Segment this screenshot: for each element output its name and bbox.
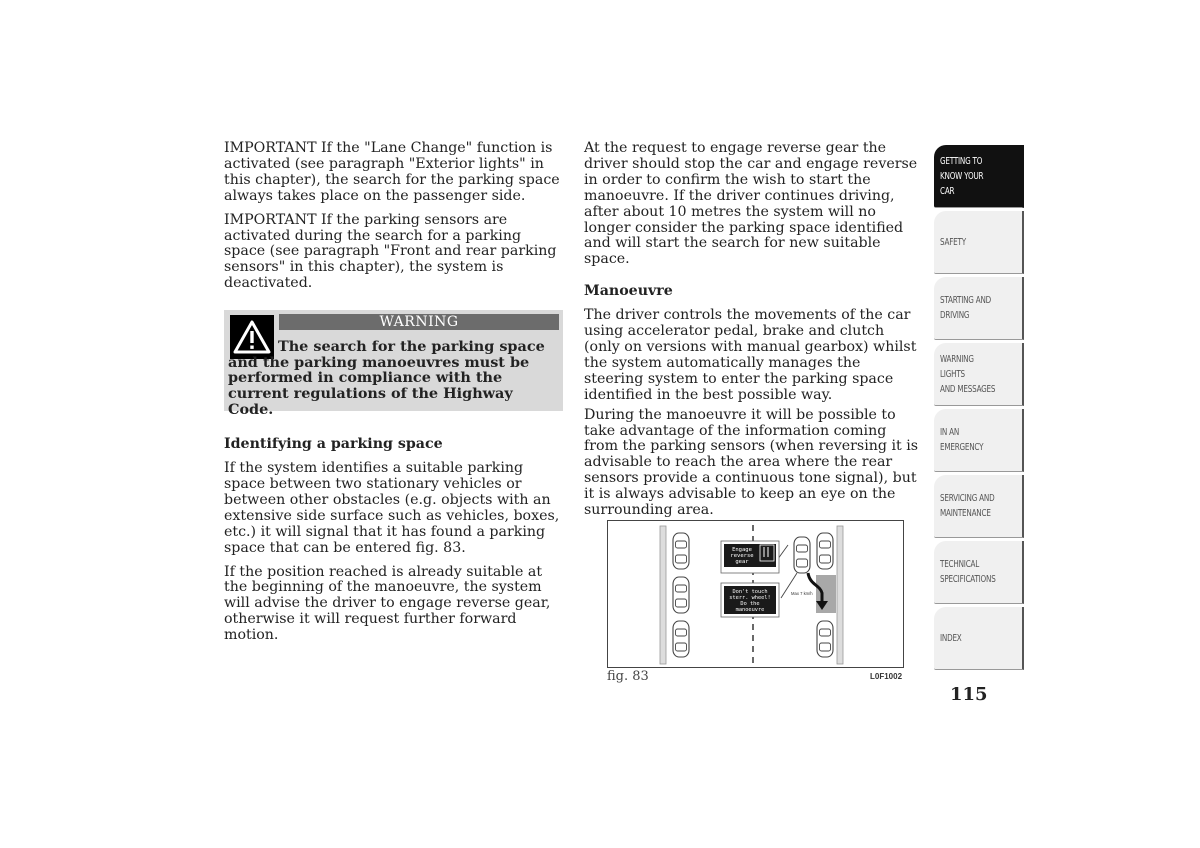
figure-code: L0F1002	[870, 672, 903, 681]
warning-text: The search for the parking space and the parking manoeuvres must be performed in compliance with the current regulations of the Highway Code.	[228, 338, 545, 418]
figure-parking-illustration	[607, 520, 904, 668]
tab-technical-specifications[interactable]	[934, 541, 1024, 604]
tab-label: IN AN EMERGENCY	[940, 427, 984, 453]
car-icon	[817, 533, 833, 569]
left-column	[224, 141, 564, 652]
display-text: gear	[735, 559, 749, 565]
page-number: 115	[950, 684, 988, 705]
tab-label: WARNING LIGHTS	[940, 353, 974, 380]
car-icon	[673, 533, 689, 569]
paragraph: During the manoeuvre it will be possible to take advantage of the information coming from the parking sensors (when reversing it is advisable to reach the area where the rear sensors provide a continuous tone signal), but it is always advisable to keep an eye on the surrounding area.	[584, 406, 919, 519]
tab-label: MAINTENANCE	[940, 508, 991, 519]
tab-getting-to-know-your-car[interactable]	[934, 145, 1024, 208]
display-text: Don't touch	[732, 589, 768, 595]
tab-label: STARTING AND	[940, 295, 992, 306]
tab-index[interactable]	[934, 607, 1024, 670]
paragraph: At the request to engage reverse gear the driver should stop the car and engage reverse in order to confirm the wish to start the manoeuvre. If the driver continues driving, after about 10 metres the system will no longer consider the parking space identified and will start the search for new suitable space.	[584, 140, 918, 268]
paragraph: The driver controls the movements of the car using accelerator pedal, brake and clutch (only on versions with manual gearbox) whilst the system automatically manages the steering system to enter the parking space identified in the best possible way.	[584, 307, 917, 403]
paragraph: If the system identifies a suitable parking space between two stationary vehicles or between other obstacles (e.g. objects with an extensive side surface such as vehicles, boxes, etc.) it will signal that it has found a parking space that can be entered fig. 83.	[224, 460, 560, 556]
figure-caption: fig. 83	[607, 669, 649, 684]
tab-label: TECHNICAL	[940, 559, 980, 570]
parking-diagram	[608, 521, 903, 667]
display-text: Do the	[740, 601, 760, 607]
car-icon	[673, 621, 689, 657]
tab-label: AND MESSAGES	[940, 383, 996, 395]
section-heading: Manoeuvre	[584, 283, 673, 300]
tab-safety[interactable]	[934, 211, 1024, 274]
section-heading: Identifying a parking space	[224, 436, 443, 453]
display-text: Engage	[732, 547, 752, 553]
tab-label: SAFETY	[940, 236, 966, 248]
car-icon	[673, 577, 689, 613]
tab-in-an-emergency[interactable]	[934, 409, 1024, 472]
paragraph: IMPORTANT If the parking sensors are activated during the search for a parking space (see paragraph "Front and rear parking sensors" in this chapter), the system is deactivated.	[224, 211, 557, 292]
display-text: sterr. wheel!	[729, 595, 771, 601]
warning-box	[224, 310, 563, 418]
speed-label: Max 7 km/h	[791, 591, 813, 596]
warning-title: WARNING	[279, 314, 559, 330]
paragraph: If the position reached is already suitable at the beginning of the manoeuvre, the system will advise the driver to engage reverse gear, otherwise it will request further forward motion.	[224, 563, 551, 644]
display-text: manoeuvre	[735, 607, 765, 613]
chapter-tabs	[934, 145, 1024, 673]
display-text: reverse	[730, 553, 754, 559]
paragraph: IMPORTANT If the "Lane Change" function is activated (see paragraph "Exterior lights" in this chapter), the search for the parking space always takes place on the passenger side.	[224, 140, 560, 204]
car-icon	[794, 537, 810, 573]
tab-label: INDEX	[940, 632, 962, 644]
tab-label: KNOW YOUR CAR	[940, 170, 984, 197]
tab-label: SPECIFICATIONS	[940, 574, 996, 585]
tab-label: DRIVING	[940, 310, 970, 321]
tab-servicing[interactable]	[934, 475, 1024, 538]
tab-starting-and-driving[interactable]	[934, 277, 1024, 340]
middle-column	[584, 141, 924, 527]
tab-warning-lights[interactable]	[934, 343, 1024, 406]
car-icon	[817, 621, 833, 657]
tab-label: SERVICING AND	[940, 493, 995, 504]
tab-label: GETTING TO	[940, 155, 983, 167]
